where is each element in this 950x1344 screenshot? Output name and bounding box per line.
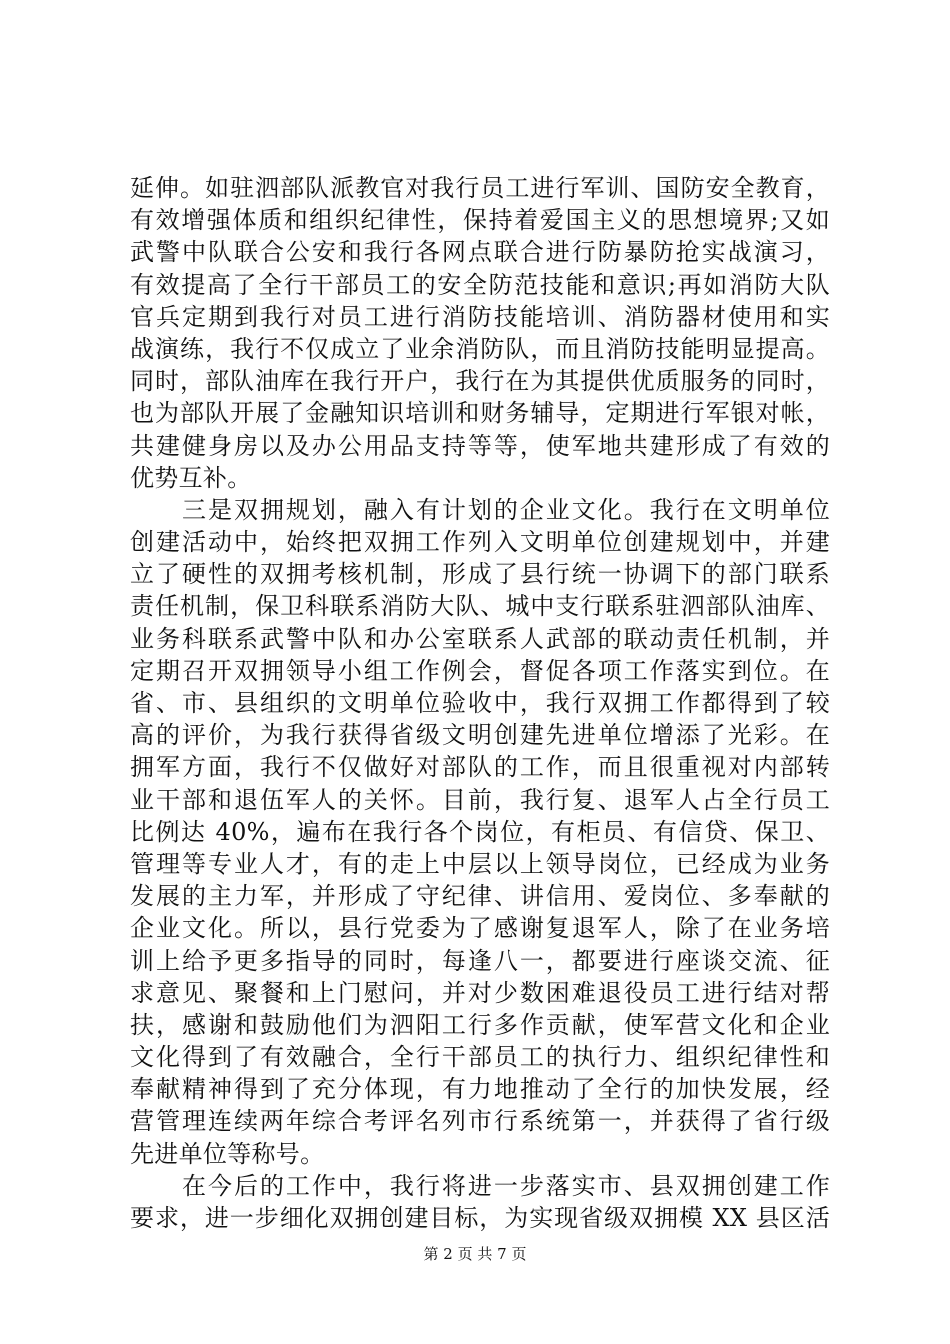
text-line: 同时，部队油库在我行开户，我行在为其提供优质服务的同时， <box>130 367 830 396</box>
text-line: 在今后的工作中，我行将进一步落实市、县双拥创建工作 <box>130 1171 830 1200</box>
text-line: 营管理连续两年综合考评名列市行系统第一，并获得了省行级 <box>130 1107 830 1136</box>
text-line: 高的评价，为我行获得省级文明创建先进单位增添了光彩。在 <box>130 721 830 750</box>
text-line: 延伸。如驻泗部队派教官对我行员工进行军训、国防安全教育， <box>130 174 830 202</box>
text-line: 拥军方面，我行不仅做好对部队的工作，而且很重视对内部转 <box>130 753 830 782</box>
text-line: 先进单位等称号。 <box>130 1139 325 1168</box>
text-line: 有效增强体质和组织纪律性，保持着爱国主义的思想境界;又如 <box>130 206 830 235</box>
text-line: 比例达 40%，遍布在我行各个岗位，有柜员、有信贷、保卫、 <box>130 817 830 846</box>
text-line: 业务科联系武警中队和办公室联系人武部的联动责任机制，并 <box>130 624 830 653</box>
text-line: 也为部队开展了金融知识培训和财务辅导，定期进行军银对帐， <box>130 399 830 428</box>
text-line: 武警中队联合公安和我行各网点联合进行防暴防抢实战演习， <box>130 238 830 267</box>
text-line: 训上给予更多指导的同时，每逢八一，都要进行座谈交流、征 <box>130 946 830 975</box>
text-line: 战演练，我行不仅成立了业余消防队，而且消防技能明显提高。 <box>130 334 830 363</box>
text-line: 发展的主力军，并形成了守纪律、讲信用、爱岗位、多奉献的 <box>130 882 830 911</box>
text-line: 文化得到了有效融合，全行干部员工的执行力、组织纪律性和 <box>130 1043 830 1072</box>
text-line: 扶，感谢和鼓励他们为泗阳工行多作贡献，使军营文化和企业 <box>130 1010 830 1039</box>
text-line: 省、市、县组织的文明单位验收中，我行双拥工作都得到了较 <box>130 689 830 717</box>
text-line: 立了硬性的双拥考核机制，形成了县行统一协调下的部门联系 <box>130 560 830 589</box>
text-line: 求意见、聚餐和上门慰问，并对少数困难退役员工进行结对帮 <box>130 978 830 1007</box>
text-line: 优势互补。 <box>130 463 252 492</box>
page-footer: 第 2 页 共 7 页 <box>423 1245 527 1263</box>
text-line: 官兵定期到我行对员工进行消防技能培训、消防器材使用和实 <box>130 302 830 331</box>
text-line: 责任机制，保卫科联系消防大队、城中支行联系驻泗部队油库、 <box>130 592 830 621</box>
text-line: 创建活动中，始终把双拥工作列入文明单位创建规划中，并建 <box>130 528 830 557</box>
text-line: 管理等专业人才，有的走上中层以上领导岗位，已经成为业务 <box>130 849 830 878</box>
text-line: 三是双拥规划，融入有计划的企业文化。我行在文明单位 <box>130 495 830 524</box>
text-line: 定期召开双拥领导小组工作例会，督促各项工作落实到位。在 <box>130 656 830 685</box>
text-line: 业干部和退伍军人的关怀。目前，我行复、退军人占全行员工 <box>130 785 830 814</box>
text-line: 企业文化。所以，县行党委为了感谢复退军人，除了在业务培 <box>130 914 830 943</box>
text-line: 奉献精神得到了充分体现，有力地推动了全行的加快发展，经 <box>130 1075 830 1104</box>
body-text <box>130 172 830 1234</box>
text-line: 有效提高了全行干部员工的安全防范技能和意识;再如消防大队 <box>130 270 830 299</box>
text-line: 共建健身房以及办公用品支持等等，使军地共建形成了有效的 <box>130 431 830 460</box>
text-line: 要求，进一步细化双拥创建目标，为实现省级双拥模 XX 县区活 <box>130 1204 830 1232</box>
